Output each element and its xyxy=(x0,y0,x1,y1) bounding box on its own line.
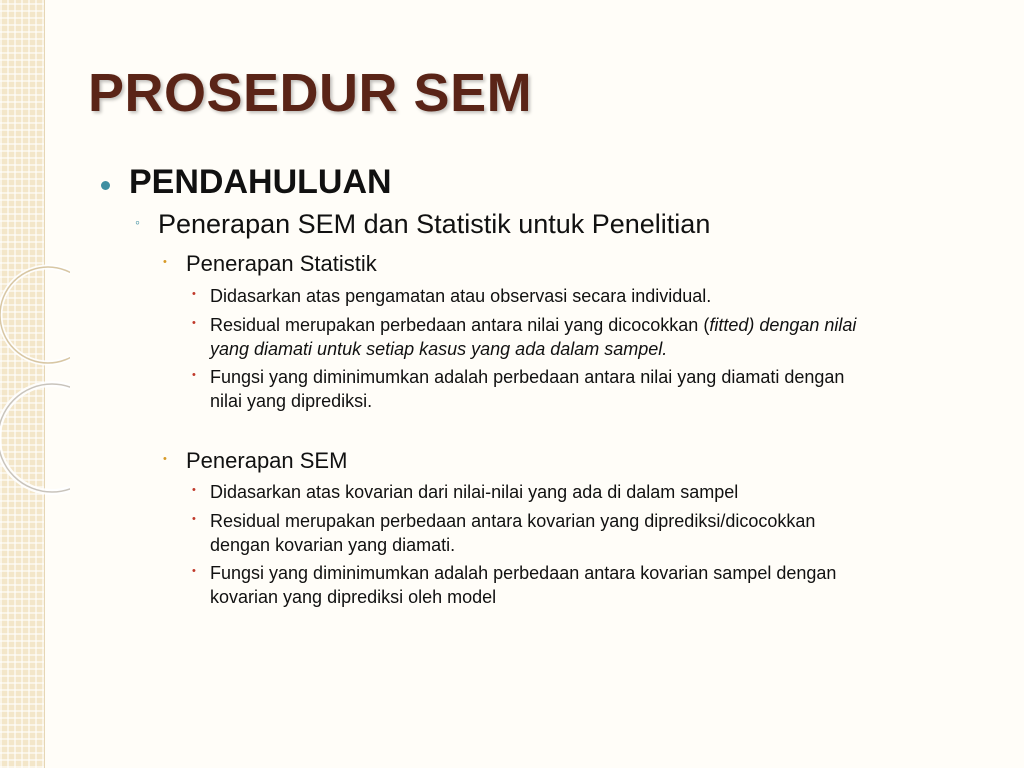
section-a-item2-text: Residual merupakan perbedaan antara nilai yang dicocokkan ( xyxy=(210,315,710,335)
level2-heading: Penerapan SEM dan Statistik untuk Penelitian xyxy=(158,209,711,239)
section-b-item2-line1: Residual merupakan perbedaan antara kovarian yang diprediksi/dicocokkan xyxy=(210,511,816,531)
section-a-item2-italic-line2: yang diamati untuk setiap kasus yang ada dalam sampel. xyxy=(210,339,668,359)
section-b-item3-bullet: • xyxy=(192,565,196,577)
section-b-heading: Penerapan SEM xyxy=(186,448,348,473)
section-a-heading: Penerapan Statistik xyxy=(186,251,377,276)
section-a-item2-line2 xyxy=(210,337,667,361)
section-a-item3-line1: Fungsi yang diminimumkan adalah perbedaan antara nilai yang diamati dengan xyxy=(210,367,845,387)
section-a-item1-bullet: • xyxy=(192,288,196,300)
section-b-item3-line1: Fungsi yang diminimumkan adalah perbedaan antara kovarian sampel dengan xyxy=(210,563,837,583)
section-b-item2-bullet: • xyxy=(192,513,196,525)
section-a-item3-bullet: • xyxy=(192,369,196,381)
level2-bullet: ◦ xyxy=(135,214,140,230)
section-b-item1-bullet: • xyxy=(192,484,196,496)
section-a-item2-line1 xyxy=(210,313,856,337)
level1-bullet xyxy=(101,181,110,190)
ring-upper xyxy=(0,267,70,363)
section-a-item2-bullet: • xyxy=(192,317,196,329)
section-a-item3-line2: nilai yang diprediksi. xyxy=(210,391,373,411)
section-a-item2-italic: fitted) dengan nilai xyxy=(709,315,857,335)
section-b-item3-line2: kovarian yang diprediksi oleh model xyxy=(210,587,497,607)
level1-heading: PENDAHULUAN xyxy=(129,163,392,201)
decorative-rings xyxy=(0,0,70,768)
section-b-item2-line2: dengan kovarian yang diamati. xyxy=(210,535,456,555)
section-b-item1: Didasarkan atas kovarian dari nilai-nilai yang ada di dalam sampel xyxy=(210,482,739,502)
section-a-item1: Didasarkan atas pengamatan atau observasi secara individual. xyxy=(210,286,712,306)
slide-title: PROSEDUR SEM xyxy=(88,63,533,123)
section-b-bullet: • xyxy=(163,453,167,465)
ring-lower xyxy=(0,384,70,492)
section-a-bullet: • xyxy=(163,256,167,268)
